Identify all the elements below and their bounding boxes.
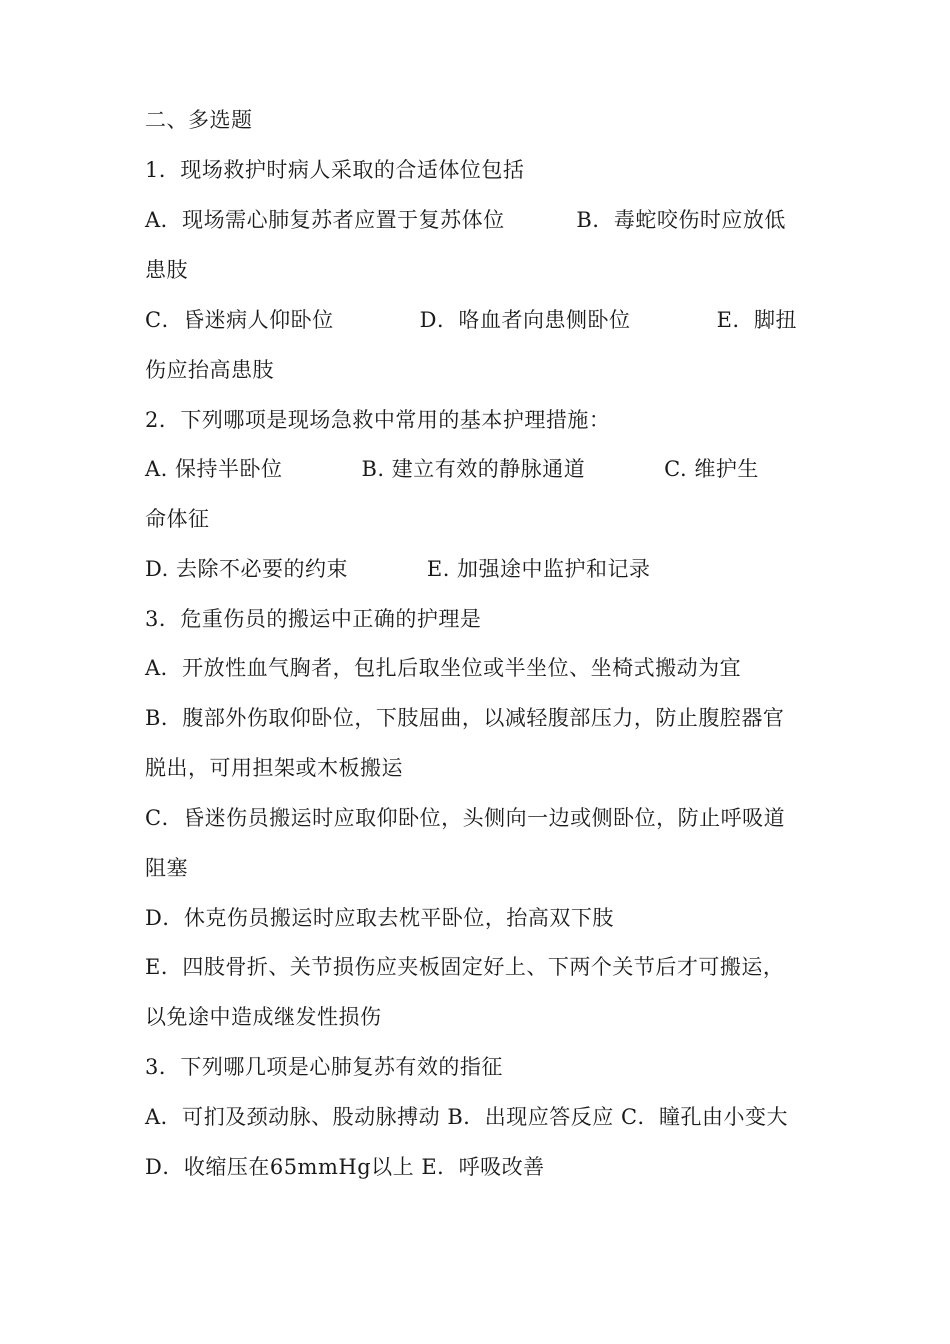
question-1-line: A．现场需心肺复苏者应置于复苏体位 B．毒蛇咬伤时应放低 [145, 208, 786, 232]
question-2-line: D. 去除不必要的约束 E. 加强途中监护和记录 [145, 557, 651, 581]
question-3-line: B．腹部外伤取仰卧位，下肢屈曲，以减轻腹部压力，防止腹腔器官 [145, 706, 785, 730]
question-1-line: C．昏迷病人仰卧位 D．咯血者向患侧卧位 E．脚扭 [145, 308, 797, 332]
section-title: 二、多选题 [145, 108, 253, 132]
question-3-line: 阻塞 [145, 856, 188, 880]
question-1-line: 患肢 [145, 258, 188, 282]
question-3-line: 以免途中造成继发性损伤 [145, 1005, 382, 1029]
question-4-line: A．可扪及颈动脉、股动脉搏动 B．出现应答反应 C．瞳孔由小变大 [145, 1105, 789, 1129]
question-3-line: A．开放性血气胸者，包扎后取坐位或半坐位、坐椅式搬动为宜 [145, 656, 742, 680]
question-4-line: D．收缩压在65mmHg以上 E．呼吸改善 [145, 1155, 545, 1179]
question-2-stem: 2．下列哪项是现场急救中常用的基本护理措施： [145, 408, 611, 432]
question-1-line: 伤应抬高患肢 [145, 358, 274, 382]
question-3-stem: 3．危重伤员的搬运中正确的护理是 [145, 607, 482, 631]
question-2-line: A. 保持半卧位 B. 建立有效的静脉通道 C. 维护生 [145, 457, 759, 481]
question-3-line: D．休克伤员搬运时应取去枕平卧位，抬高双下肢 [145, 906, 614, 930]
question-4-stem: 3．下列哪几项是心肺复苏有效的指征 [145, 1055, 503, 1079]
question-3-line: C．昏迷伤员搬运时应取仰卧位，头侧向一边或侧卧位，防止呼吸道 [145, 806, 786, 830]
question-3-line: E．四肢骨折、关节损伤应夹板固定好上、下两个关节后才可搬运， [145, 955, 785, 979]
question-1-stem: 1．现场救护时病人采取的合适体位包括 [145, 158, 525, 182]
question-3-line: 脱出，可用担架或木板搬运 [145, 756, 403, 780]
question-2-line: 命体征 [145, 507, 210, 531]
